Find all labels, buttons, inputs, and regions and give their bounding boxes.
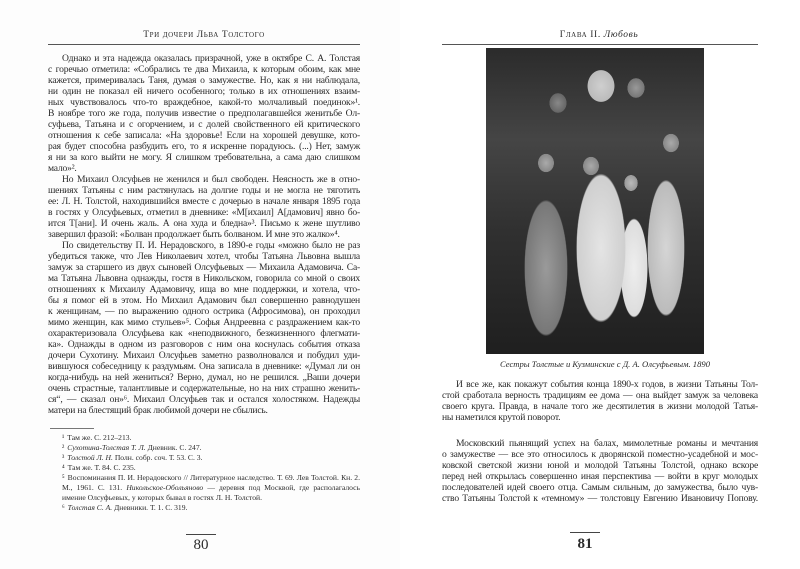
photograph bbox=[486, 48, 704, 354]
footnote-italic2: Никольское-Обольяново bbox=[126, 483, 204, 492]
page-number: 80 bbox=[193, 537, 209, 553]
text-line: мимо женщин, как мимо стульев»⁵. Софья Андреевна с раздражением как-то bbox=[48, 317, 360, 328]
text-line: ится Т[ани]. И очень жаль. А она худа и бледна»³. Письмо к жене шутливо bbox=[48, 218, 360, 229]
footnote-n: ⁶ bbox=[62, 503, 65, 512]
footnote-rest: Воспоминания П. И. Нерадовского // Литературное наследство. Т. 69. Лев Толстой. Кн. 2. М., 1961. С. 131. bbox=[62, 473, 360, 492]
text-line: очень страстные, талантливые и содержательные, но на них страшно женить- bbox=[48, 383, 360, 394]
text-line: В ноябре того же года, получив известие о предполагавшейся женитьбе Ол- bbox=[48, 108, 360, 119]
text-line: дочери Сухотину. Михаил Олсуфьев заметно разволновался и побудил уди- bbox=[48, 350, 360, 361]
text-line: ся“, — сказал он»⁶. Михаил Олсуфьев так и остался холостяком. Надежды bbox=[48, 394, 360, 405]
footnote bbox=[48, 433, 360, 443]
footnote-rest: Там же. С. 212–213. bbox=[67, 433, 132, 442]
footnote-n: ² bbox=[62, 443, 65, 452]
text-line: ее: Л. Н. Толстой, находившийся вместе с дочерью в начале января 1895 года bbox=[48, 196, 360, 207]
footnote-rule bbox=[50, 428, 94, 429]
text-line: И все же, как покажут события конца 1890-х годов, в жизни Татьяны Тол- bbox=[456, 379, 758, 390]
text-line: матери на блестящий брак любимой дочери не сбылись. bbox=[48, 405, 268, 416]
text-line: я ни за кого выйти не могу. Я слишком требовательна, а сама даю слишком bbox=[48, 152, 360, 163]
footnote bbox=[48, 473, 360, 503]
chapter-title: Любовь bbox=[603, 30, 639, 40]
footnote-rest2: — деревня под Москвой, где располагалось имение Олсуфьевых, у которых бывал в гостях Л. Н. Толстой. bbox=[62, 483, 360, 502]
running-head-left: Три дочери Льва Толстого bbox=[143, 30, 265, 40]
text-line: шениях Татьяны с ним растянулась на долгие годы и не могла не тяготить bbox=[48, 185, 360, 196]
text-line: Однако и эта надежда оказалась призрачной, уже в октябре С. А. Толстая bbox=[62, 53, 360, 64]
page-number-rule bbox=[570, 532, 600, 533]
footnote-italic: Толстой Л. Н. bbox=[67, 453, 113, 462]
page-number: 81 bbox=[577, 536, 593, 552]
text-line: о замужестве — все это относилось к дворянской поместно-усадебной и мос- bbox=[442, 449, 758, 460]
text-line: в гостях у Олсуфьевых, отметил в дневнике: «М[ихаил] А[дамович] явно бо- bbox=[48, 207, 360, 218]
text-line: ны наметился крутой поворот. bbox=[442, 412, 561, 423]
left-body-text bbox=[48, 53, 360, 416]
footnote-rest: Дневники. Т. 1. С. 319. bbox=[112, 503, 188, 512]
text-line: рая будет способна разбудить его, то я искренне порадуюсь. (...) Нет, замуж bbox=[48, 141, 360, 152]
text-line: ство Татьяны Толстой к «темному» — толстовцу Евгению Ивановичу Попову. bbox=[442, 493, 758, 504]
text-line: бы я помог ей в этом. Но Михаил Адамович был совершенно равнодушен bbox=[48, 295, 360, 306]
text-line: ковской светской жизни юной и молодой Татьяны Толстой, однако вскоре bbox=[442, 460, 758, 471]
footnote-rest: Дневник. С. 247. bbox=[145, 443, 202, 452]
text-line: охарактеризовала Олсуфьева как «неподвижного, безжизненного флегмати- bbox=[48, 328, 360, 339]
footnote-n: ⁴ bbox=[62, 463, 65, 472]
text-line: вившуюся собеседницу к раздумьям. Она записала в дневнике: «Думал ли он bbox=[48, 361, 360, 372]
text-line: завершил фразой: «Болван продолжает быть болваном. И мне это жалко»⁴. bbox=[48, 229, 340, 240]
footnote-rest: Там же. Т. 84. С. 235. bbox=[67, 463, 136, 472]
text-line: ка». Однажды в одном из разговоров с ним она коснулась события отказа bbox=[48, 339, 360, 350]
right-paragraph-2 bbox=[442, 438, 758, 504]
text-line: ни один не показал ей ничего особенного; только в их отношениях взаим- bbox=[48, 86, 360, 97]
footnote bbox=[48, 443, 360, 453]
footnote-n: ³ bbox=[62, 453, 65, 462]
footnote-italic: Толстая С. А. bbox=[67, 503, 113, 512]
text-line: своего круга. Правда, в начале того же десятилетия в жизни молодой Татья- bbox=[442, 401, 758, 412]
text-line: отношения к себе записала: «На здоровье! Если на хорошей девушке, кото- bbox=[48, 130, 360, 141]
text-line: ных чувствовалось что-то враждебное, какой-то молчаливый поединок»¹. bbox=[48, 97, 360, 108]
header-rule bbox=[442, 44, 758, 45]
footnote-n: ⁵ bbox=[62, 473, 65, 482]
text-line: Московский пьянящий успех на балах, мимолетные романы и мечтания bbox=[456, 438, 758, 449]
page-number-rule bbox=[186, 534, 216, 535]
text-line: По свидетельству П. И. Нерадовского, в 1890-е годы «можно было не раз bbox=[62, 240, 360, 251]
text-line: отношениях к Михаилу Адамовичу, ища во мне поддержки, и хотела, что- bbox=[48, 284, 360, 295]
text-line: кажется, примеривалась Таня, думая о замужестве. Но, как я ни наблюдала, bbox=[48, 75, 360, 86]
text-line: перед ней открылась совершенно иная перспектива — войти в круг молодых bbox=[442, 471, 758, 482]
header-rule bbox=[48, 44, 360, 45]
chapter-label: Глава II. bbox=[559, 30, 601, 40]
text-line: суфьева, Татьяна и с огорчением, и с долей свойственного ей критического bbox=[48, 119, 360, 130]
text-line: последователей идей своего отца. Самым сильным, до замужества, было чув- bbox=[442, 482, 758, 493]
footnote-rest: Полн. собр. соч. Т. 53. С. 3. bbox=[112, 453, 203, 462]
text-line: когда-нибудь на ней жениться? Верно, думал, но не решился. „Ваши дочери bbox=[48, 372, 360, 383]
text-line: к женщинам, — по выражению одного острика (Афросимова), он проходил bbox=[48, 306, 360, 317]
text-line: убедиться также, что Лев Николаевич хотел, чтобы Татьяна Львовна вышла bbox=[48, 251, 360, 262]
photo-caption: Сестры Толстые и Кузминские с Д. А. Олсуфьевым. 1890 bbox=[500, 359, 710, 369]
running-head-right bbox=[440, 30, 758, 40]
text-line: с горечью отметила: «Собрались те два Михаила, к которым обоим, как мне bbox=[48, 64, 360, 75]
text-line: Но Михаил Олсуфьев не женился и был свободен. Неясность же в отно- bbox=[62, 174, 360, 185]
text-line: ма Татьяна Львовна однажды, гостя в Никольском, говорила со мной о своих bbox=[48, 273, 360, 284]
footnote-n: ¹ bbox=[62, 433, 65, 442]
text-line: стой сработала верность традициям ее дома — она выйдет замуж за человека bbox=[442, 390, 758, 401]
right-paragraph-1 bbox=[442, 379, 758, 423]
footnote bbox=[48, 463, 360, 473]
text-line: мало»². bbox=[48, 163, 77, 174]
text-line: замуж за старшего из двух сыновей Олсуфьевых — Михаила Адамовича. Са- bbox=[48, 262, 360, 273]
footnote-italic: Сухотина-Толстая Т. Л. bbox=[67, 443, 146, 452]
footnote bbox=[48, 503, 360, 513]
footnotes bbox=[48, 433, 360, 513]
footnote bbox=[48, 453, 360, 463]
